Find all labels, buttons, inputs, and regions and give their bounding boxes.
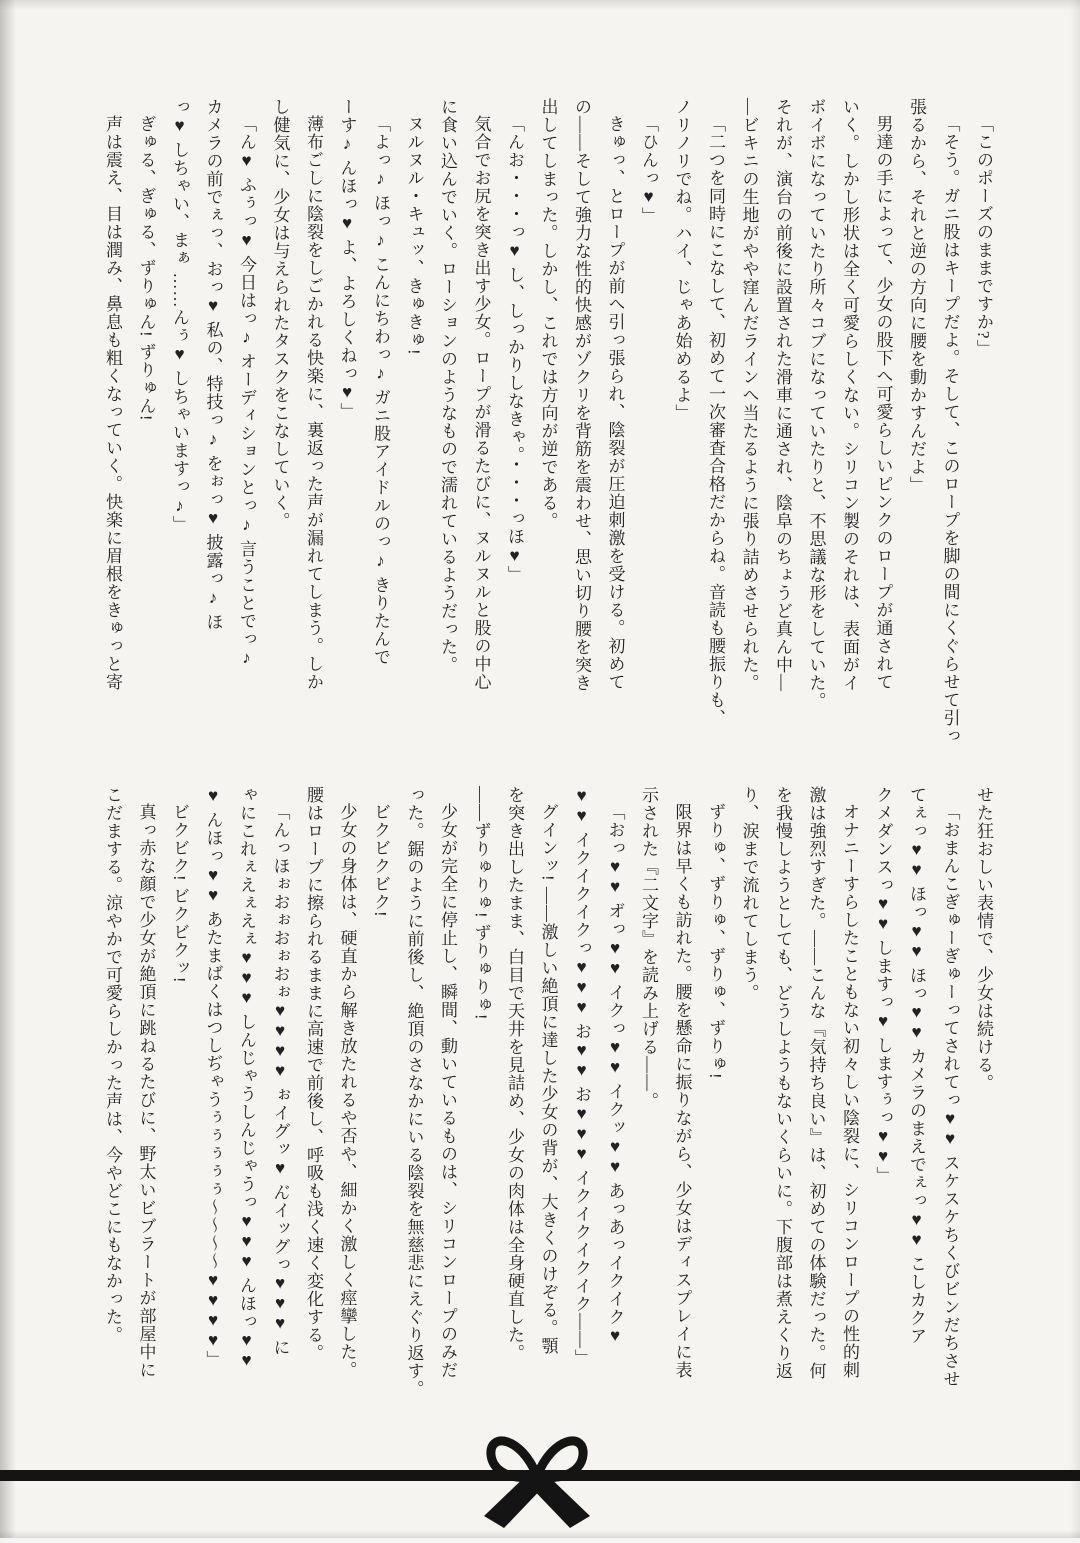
text-block-bottom: [96, 786, 1001, 1451]
text-block-top: [96, 98, 1001, 758]
text-line: 少女が完全に停止し、瞬間、動いているものは、シリコンロープのみだ: [438, 803, 457, 1379]
text-line: ゃにこれぇえぇえぇ♥♥♥ しんじゃうしんじゃうっ♥♥♥ んほっ♥♥: [237, 786, 256, 1371]
text-line: 薄布ごしに陰裂をしごかれる快楽に、裏返った声が漏れてしまう。しか: [304, 115, 323, 691]
bow-knot: [528, 1466, 546, 1484]
text-line: 「ん♥ ふぅっ♥ 今日はっ♪ オーディションとっ♪ 言うことでっ♪: [237, 115, 256, 668]
text-line: ヌルヌル・キュッ、きゅきゅ!: [404, 115, 424, 356]
text-line: ぎゅる、ぎゅる、ずりゅん! ずりゅん!: [136, 115, 156, 422]
text-line: 「んお・・・っ♥ し、しっかりしなきゃ。・・・っほ♥」: [505, 115, 524, 584]
text-line: 声は震え、目は潤み、鼻息も粗くなっていく。快楽に眉根をきゅっと寄: [103, 115, 122, 691]
text-line: 「おまんこぎゅーぎゅーってされてっ♥♥ スケスケちくびビンだちさせ: [940, 803, 960, 1389]
text-line: の――そして強力な性的快感がゾクリを背筋を震わせ、思い切り腰を突き: [572, 98, 591, 692]
text-line: 気合でお尻を突き出す少女。ロープが滑るたびに、ヌルヌルと股の中心: [471, 115, 491, 691]
text-line: ――ずりゅりゅ! ずりゅりゅ!: [471, 786, 491, 1021]
text-line: ボイボになっていたり所々コブになっていたりと、不思議な形をしていた。: [806, 98, 826, 710]
text-line: 張るから、それと逆の方向に腰を動かすんだよ」: [907, 98, 926, 494]
text-line: ずりゅ、ずりゅ、ずりゅ、ずりゅ!: [706, 803, 725, 1080]
text-line: 「ひんっ♥」: [639, 115, 658, 225]
text-line: いく。しかし形状は全く可愛らしくない。シリコン製のそれは、表面がイ: [840, 98, 859, 692]
text-line: ビクビク! ビクビクッ!: [170, 803, 189, 984]
text-line: 「二つを同時にこなして、初めて一次審査合格だからね。音読も腰振りも、: [706, 115, 725, 727]
text-line: 激は強烈すぎた。――こんな『気持ち良い』は、初めての体験だった。何: [806, 786, 826, 1380]
text-line: 少女の身体は、硬直から解き放たれるや否や、細かく激しく痙攣した。: [337, 803, 357, 1379]
text-line: 腰はロープに擦られるままに高速で前後し、呼吸も浅く速く変化する。: [304, 786, 323, 1362]
text-line: った。鋸のように前後し、絶頂のさなかにいる陰裂を無慈悲にえぐり返す。: [404, 786, 424, 1398]
text-line: 限界は早くも訪れた。腰を懸命に振りながら、少女はディスプレイに表: [672, 803, 692, 1379]
text-line: し健気に、少女は与えられたタスクをこなしていく。: [270, 98, 290, 530]
text-line: っ♥ しちゃい、まぁ ……んぅ♥ しちゃいますっ♪」: [170, 98, 189, 534]
text-line: 男達の手によって、少女の股下へ可愛らしいピンクのロープが通されて: [873, 115, 893, 691]
text-line: オナニーすらしたこともない初々しい陰裂に、シリコンロープの性的刺: [840, 803, 859, 1379]
text-line: 「よっ♪ ほっ♪ こんにちわっ♪ ガニ股アイドルのっ♪ きりたんで: [371, 115, 390, 666]
text-line: に食い込んでいく。ローションのようなもので濡れているようだった。: [438, 98, 457, 674]
footer-ribbon: [0, 1378, 1080, 1538]
text-line: カメラの前でぇっ、おっ♥ 私の、特技っ♪ をぉっ♥ 披露っ♪ ほ: [203, 98, 223, 631]
text-line: 「そう。ガニ股はキープだよ。そして、このロープを脚の間にくぐらせて引っ: [940, 115, 960, 745]
text-line: を突き出したまま、白目で天井を見詰め、少女の肉体は全身硬直した。: [505, 786, 524, 1362]
text-line: 示された『二文字』を読み上げる――。: [639, 786, 658, 1110]
text-line: 「おっ♥♥ オ゙っ♥♥ イクっ♥♥ イクッ♥♥ あっあっイクイク♥: [605, 803, 625, 1346]
text-line: クメダンスっ♥♥ しますっ♥ しますぅっ♥♥」: [873, 786, 893, 1185]
text-line: 「このポーズのままですか?」: [974, 115, 993, 358]
text-line: 「んっほぉおぉおぉおぉ♥♥♥♥ ぉイグッ♥ ん゙イッグっ♥♥♥ に: [270, 803, 290, 1357]
ribbon-bow-icon: [0, 1378, 1080, 1538]
text-line: てぇっ♥♥ ほっ♥♥ ほっ♥♥ カメラのまえでぇっ♥♥ こしカクア: [907, 786, 926, 1345]
text-line: それが、演台の前後に設置された滑車に通され、陰阜のちょうど真ん中―: [773, 98, 792, 692]
text-line: ♥♥ イクイクイクっ♥♥♥ お♥♥ お♥♥♥ イクイクイクイク――」: [572, 786, 591, 1367]
text-line: り、涙まで流れてしまう。: [739, 786, 759, 1002]
text-line: ーす♪ んほっ♥ よ、よろしくねっ♥」: [337, 98, 357, 421]
text-line: せた狂おしい表情で、少女は続ける。: [974, 786, 993, 1092]
text-line: きゅっ、とロープが前へ引っ張られ、陰裂が圧迫刺激を受ける。初めて: [605, 115, 625, 691]
text-line: ビクビクビク!: [371, 803, 390, 918]
text-line: ノリノリでね。ハイ、じゃあ始めるよ」: [672, 98, 692, 422]
text-line: ―ビキニの生地がやや窪んだラインへ当たるように張り詰めさせられた。: [739, 98, 759, 692]
text-line: こだまする。涼やかで可愛らしかった声は、今やどこにもなかった。: [103, 786, 122, 1344]
text-line: ♥ んほっ♥♥ あたまばくはつしぢゃうぅぅぅぅぅ〜〜〜〜♥♥♥♥」: [203, 786, 223, 1369]
text-line: グインッ! ――激しい絶頂に達した少女の背が、大きくのけぞる。顎: [538, 803, 558, 1355]
text-line: を我慢しようとしても、どうしようもないくらいに。下腹部は煮えくり返: [773, 786, 792, 1380]
text-line: 出してしまった。しかし、これでは方向が逆である。: [538, 98, 558, 530]
text-line: 真っ赤な顔で少女が絶頂に跳ねるたびに、野太いビブラートが部屋中に: [136, 803, 156, 1379]
